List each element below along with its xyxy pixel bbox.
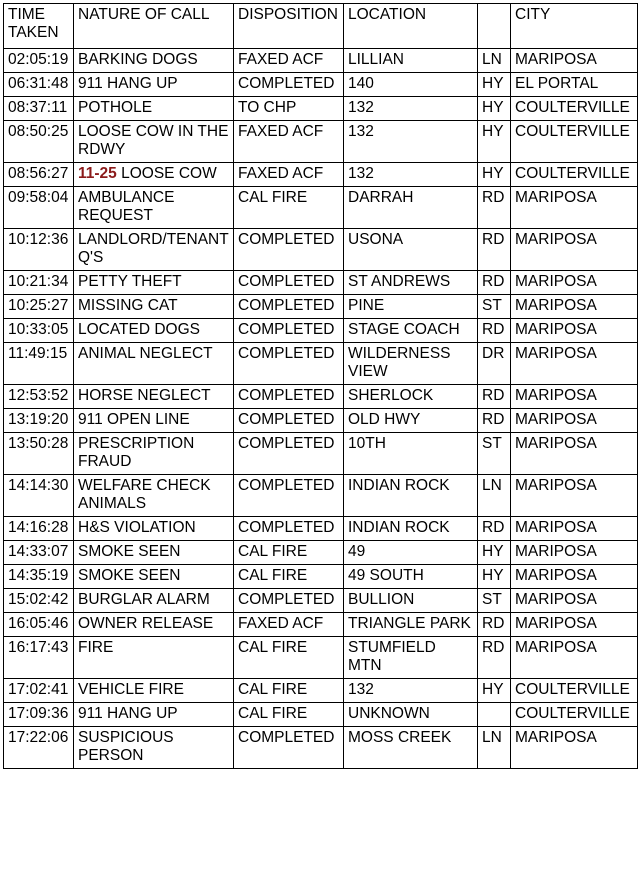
time-cell: 14:33:07 [4,541,74,565]
suffix-cell: RD [478,187,511,229]
nature-text: LANDLORD/TENANT Q'S [78,231,229,266]
disposition-cell: COMPLETED [234,727,344,769]
time-cell: 17:22:06 [4,727,74,769]
location-cell: 132 [344,121,478,163]
disposition-cell: CAL FIRE [234,541,344,565]
time-cell: 10:33:05 [4,319,74,343]
location-cell: 140 [344,73,478,97]
nature-text: HORSE NEGLECT [78,387,211,404]
location-cell: 49 SOUTH [344,565,478,589]
nature-text: LOCATED DOGS [78,321,201,338]
nature-text: SUSPICIOUS PERSON [78,729,174,764]
table-row [4,703,638,727]
city-cell: MARIPOSA [511,517,638,541]
location-cell: UNKNOWN [344,703,478,727]
disposition-cell: CAL FIRE [234,565,344,589]
nature-text: ANIMAL NEGLECT [78,345,213,362]
nature-text: AMBULANCE REQUEST [78,189,175,224]
nature-text: WELFARE CHECK ANIMALS [78,477,211,512]
nature-text: PRESCRIPTION FRAUD [78,435,195,470]
city-cell: MARIPOSA [511,319,638,343]
time-cell: 17:09:36 [4,703,74,727]
table-row [4,679,638,703]
location-cell: MOSS CREEK [344,727,478,769]
nature-cell [74,121,234,163]
location-cell: LILLIAN [344,49,478,73]
city-cell: MARIPOSA [511,589,638,613]
time-cell: 13:19:20 [4,409,74,433]
city-cell: MARIPOSA [511,475,638,517]
suffix-cell: HY [478,541,511,565]
nature-text: BARKING DOGS [78,51,198,68]
table-row [4,187,638,229]
suffix-cell: LN [478,727,511,769]
header-city: CITY [511,4,638,49]
time-cell: 12:53:52 [4,385,74,409]
disposition-cell: COMPLETED [234,271,344,295]
time-cell: 10:12:36 [4,229,74,271]
city-cell: MARIPOSA [511,541,638,565]
nature-text: 911 HANG UP [78,75,178,92]
nature-text: VEHICLE FIRE [78,681,184,698]
nature-cell [74,613,234,637]
time-cell: 15:02:42 [4,589,74,613]
header-location: LOCATION [344,4,478,49]
time-cell: 17:02:41 [4,679,74,703]
disposition-cell: FAXED ACF [234,613,344,637]
nature-cell [74,187,234,229]
suffix-cell: HY [478,121,511,163]
nature-cell [74,679,234,703]
location-cell: OLD HWY [344,409,478,433]
nature-cell [74,73,234,97]
call-log-table [3,3,638,769]
disposition-cell: TO CHP [234,97,344,121]
table-row [4,319,638,343]
suffix-cell: ST [478,589,511,613]
suffix-cell: HY [478,679,511,703]
suffix-cell: HY [478,163,511,187]
nature-cell [74,295,234,319]
suffix-cell: ST [478,295,511,319]
nature-text: 911 HANG UP [78,705,178,722]
table-row [4,295,638,319]
suffix-cell: ST [478,433,511,475]
location-cell: INDIAN ROCK [344,475,478,517]
table-row [4,475,638,517]
time-cell: 16:17:43 [4,637,74,679]
location-cell: USONA [344,229,478,271]
nature-text: SMOKE SEEN [78,543,181,560]
time-cell: 11:49:15 [4,343,74,385]
disposition-cell: CAL FIRE [234,703,344,727]
suffix-cell: RD [478,271,511,295]
suffix-cell: RD [478,385,511,409]
suffix-cell [478,703,511,727]
location-cell: 132 [344,679,478,703]
suffix-cell: HY [478,73,511,97]
city-cell: MARIPOSA [511,613,638,637]
location-cell: 10TH [344,433,478,475]
suffix-cell: DR [478,343,511,385]
nature-cell [74,517,234,541]
table-row [4,271,638,295]
nature-text: 911 OPEN LINE [78,411,190,428]
nature-text: POTHOLE [78,99,153,116]
nature-cell [74,319,234,343]
location-cell: 132 [344,163,478,187]
suffix-cell: HY [478,97,511,121]
time-cell: 14:14:30 [4,475,74,517]
nature-cell [74,385,234,409]
city-cell: MARIPOSA [511,271,638,295]
nature-cell [74,229,234,271]
time-cell: 10:21:34 [4,271,74,295]
disposition-cell: COMPLETED [234,73,344,97]
nature-cell [74,565,234,589]
nature-text: PETTY THEFT [78,273,182,290]
city-cell: MARIPOSA [511,727,638,769]
disposition-cell: FAXED ACF [234,121,344,163]
disposition-cell: COMPLETED [234,475,344,517]
table-row [4,163,638,187]
header-suffix [478,4,511,49]
city-cell: COULTERVILLE [511,163,638,187]
nature-cell [74,637,234,679]
header-time-taken: TIME TAKEN [4,4,74,49]
nature-text: OWNER RELEASE [78,615,214,632]
table-row [4,385,638,409]
nature-text: SMOKE SEEN [78,567,181,584]
header-disposition: DISPOSITION [234,4,344,49]
table-row [4,343,638,385]
disposition-cell: COMPLETED [234,517,344,541]
nature-cell [74,433,234,475]
time-cell: 08:37:11 [4,97,74,121]
location-cell: INDIAN ROCK [344,517,478,541]
disposition-cell: CAL FIRE [234,637,344,679]
nature-text: MISSING CAT [78,297,178,314]
nature-cell [74,49,234,73]
location-cell: STUMFIELD MTN [344,637,478,679]
city-cell: MARIPOSA [511,637,638,679]
nature-cell [74,409,234,433]
city-cell: MARIPOSA [511,343,638,385]
time-cell: 02:05:19 [4,49,74,73]
suffix-cell: RD [478,409,511,433]
time-cell: 14:35:19 [4,565,74,589]
nature-cell [74,589,234,613]
table-row [4,727,638,769]
nature-cell [74,163,234,187]
time-cell: 16:05:46 [4,613,74,637]
disposition-cell: FAXED ACF [234,163,344,187]
city-cell: MARIPOSA [511,295,638,319]
nature-text: LOOSE COW [121,165,217,182]
table-row [4,541,638,565]
suffix-cell: RD [478,517,511,541]
disposition-cell: FAXED ACF [234,49,344,73]
disposition-cell: COMPLETED [234,229,344,271]
header-nature-of-call: NATURE OF CALL [74,4,234,49]
suffix-cell: LN [478,475,511,517]
nature-text: FIRE [78,639,114,656]
city-cell: COULTERVILLE [511,703,638,727]
disposition-cell: COMPLETED [234,589,344,613]
location-cell: 132 [344,97,478,121]
location-cell: WILDERNESS VIEW [344,343,478,385]
city-cell: MARIPOSA [511,187,638,229]
location-cell: TRIANGLE PARK [344,613,478,637]
location-cell: PINE [344,295,478,319]
suffix-cell: HY [478,565,511,589]
table-row [4,409,638,433]
city-cell: COULTERVILLE [511,97,638,121]
disposition-cell: COMPLETED [234,343,344,385]
disposition-cell: CAL FIRE [234,679,344,703]
city-cell: MARIPOSA [511,433,638,475]
nature-text: H&S VIOLATION [78,519,196,536]
disposition-cell: COMPLETED [234,295,344,319]
nature-text: LOOSE COW IN THE RDWY [78,123,229,158]
nature-cell [74,475,234,517]
city-cell: MARIPOSA [511,565,638,589]
disposition-cell: COMPLETED [234,409,344,433]
time-cell: 14:16:28 [4,517,74,541]
location-cell: BULLION [344,589,478,613]
suffix-cell: RD [478,229,511,271]
city-cell: EL PORTAL [511,73,638,97]
nature-text: BURGLAR ALARM [78,591,210,608]
city-cell: MARIPOSA [511,409,638,433]
disposition-cell: COMPLETED [234,319,344,343]
suffix-cell: RD [478,613,511,637]
location-cell: STAGE COACH [344,319,478,343]
suffix-cell: RD [478,319,511,343]
location-cell: 49 [344,541,478,565]
time-cell: 08:56:27 [4,163,74,187]
table-row [4,73,638,97]
disposition-cell: COMPLETED [234,385,344,409]
table-row [4,97,638,121]
nature-cell [74,703,234,727]
table-row [4,121,638,163]
nature-cell [74,97,234,121]
location-cell: ST ANDREWS [344,271,478,295]
location-cell: DARRAH [344,187,478,229]
table-row [4,433,638,475]
table-row [4,613,638,637]
city-cell: MARIPOSA [511,385,638,409]
nature-cell [74,271,234,295]
nature-cell [74,727,234,769]
table-row [4,49,638,73]
suffix-cell: RD [478,637,511,679]
city-cell: COULTERVILLE [511,679,638,703]
table-row [4,565,638,589]
header-row [4,4,638,49]
city-cell: MARIPOSA [511,229,638,271]
nature-cell [74,343,234,385]
table-row [4,229,638,271]
table-row [4,637,638,679]
time-cell: 13:50:28 [4,433,74,475]
city-cell: MARIPOSA [511,49,638,73]
disposition-cell: COMPLETED [234,433,344,475]
time-cell: 08:50:25 [4,121,74,163]
time-cell: 06:31:48 [4,73,74,97]
reference-code: 11-25 [78,165,117,182]
disposition-cell: CAL FIRE [234,187,344,229]
nature-cell [74,541,234,565]
table-row [4,517,638,541]
city-cell: COULTERVILLE [511,121,638,163]
location-cell: SHERLOCK [344,385,478,409]
suffix-cell: LN [478,49,511,73]
time-cell: 10:25:27 [4,295,74,319]
call-log-body [4,49,638,769]
table-row [4,589,638,613]
time-cell: 09:58:04 [4,187,74,229]
